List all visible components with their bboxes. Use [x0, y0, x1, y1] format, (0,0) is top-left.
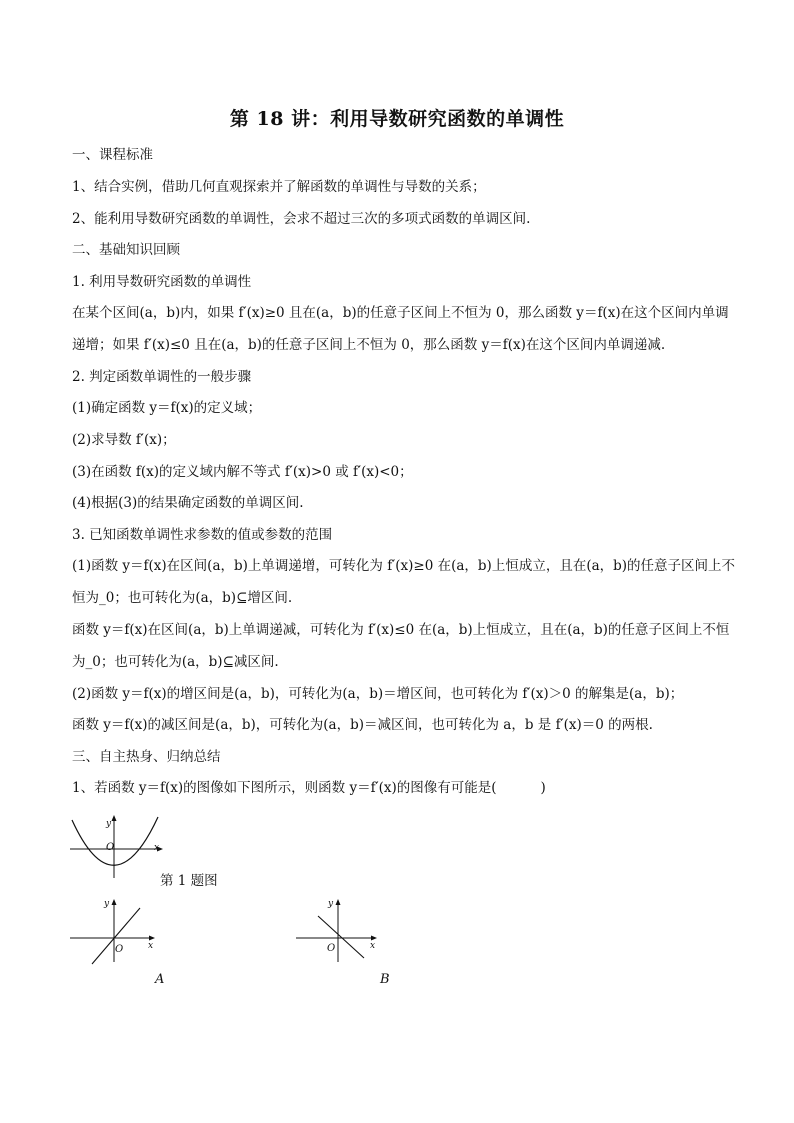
origin-label: O [115, 944, 124, 955]
subheading-parameters: 3. 已知函数单调性求参数的值或参数的范围 [72, 527, 333, 543]
paragraph-params-line-1: (1)函数 y＝f(x)在区间(a，b)上单调递增，可转化为 f′(x)≥0 在(a，b)上恒成立，且在(a，b)的任意子区间上不 [72, 558, 736, 574]
y-axis-label: y [328, 899, 334, 909]
y-axis-label: y [106, 819, 112, 829]
standard-item-1: 1、结合实例，借助几何直观探索并了解函数的单调性与导数的关系； [72, 179, 486, 195]
section-heading-review: 二、基础知识回顾 [72, 242, 180, 258]
option-a-line [92, 908, 140, 964]
question-1-close-paren: ) [540, 780, 546, 796]
option-b-line [318, 916, 364, 958]
origin-label: O [327, 943, 336, 954]
x-axis-arrow [371, 936, 377, 941]
question-1-text: 1、若函数 y＝f(x)的图像如下图所示，则函数 y＝f′(x)的图像有可能是( [72, 780, 497, 796]
step-3: (3)在函数 f(x)的定义域内解不等式 f′(x)>0 或 f′(x)<0； [72, 464, 413, 480]
y-axis-label: y [104, 899, 110, 909]
question-1 [72, 779, 732, 797]
y-axis-arrow [112, 899, 117, 905]
paragraph-params-line-5: (2)函数 y＝f(x)的增区间是(a，b)，可转化为(a，b)＝增区间，也可转化为 f′(x)＞0 的解集是(a，b)； [72, 686, 684, 702]
paragraph-monotonicity-line-2: 递增；如果 f′(x)≤0 且在(a，b)的任意子区间上不恒为 0，那么函数 y＝f(x)在这个区间内单调递减. [72, 337, 666, 353]
y-axis-arrow [336, 899, 341, 905]
paragraph-monotonicity-line-1: 在某个区间(a，b)内，如果 f′(x)≥0 且在(a，b)的任意子区间上不恒为 0，那么函数 y＝f(x)在这个区间内单调 [72, 305, 729, 321]
option-a-label: A [155, 972, 165, 987]
figure-q1-caption: 第 1 题图 [160, 873, 218, 889]
standard-item-2: 2、能利用导数研究函数的单调性，会求不超过三次的多项式函数的单调区间. [72, 211, 531, 227]
subheading-steps: 2. 判定函数单调性的一般步骤 [72, 369, 252, 385]
x-axis-label: x [154, 843, 160, 853]
section-heading-warmup: 三、自主热身、归纳总结 [72, 749, 221, 765]
step-4: (4)根据(3)的结果确定函数的单调区间. [72, 495, 304, 511]
x-axis-label: x [370, 941, 376, 951]
option-a-graph [68, 896, 168, 966]
figure-q1-function-graph [68, 812, 168, 882]
x-axis-label: x [148, 941, 154, 951]
option-b-label: B [380, 972, 390, 987]
paragraph-params-line-2: 恒为_0；也可转化为(a，b)⊆增区间. [72, 590, 293, 606]
parabola-curve [72, 817, 158, 865]
y-axis-arrow [112, 815, 117, 821]
section-heading-standards: 一、课程标准 [72, 147, 153, 163]
option-b-graph [294, 896, 394, 966]
step-2: (2)求导数 f′(x)； [72, 432, 176, 448]
origin-label: O [106, 842, 115, 853]
paragraph-params-line-6: 函数 y＝f(x)的减区间是(a，b)，可转化为(a，b)＝减区间，也可转化为 a，b 是 f′(x)＝0 的两根. [72, 717, 653, 733]
step-1: (1)确定函数 y＝f(x)的定义域； [72, 400, 262, 416]
subheading-monotonicity: 1. 利用导数研究函数的单调性 [72, 274, 252, 290]
x-axis-arrow [149, 936, 155, 941]
paragraph-params-line-3: 函数 y＝f(x)在区间(a，b)上单调递减，可转化为 f′(x)≤0 在(a，b)上恒成立，且在(a，b)的任意子区间上不恒 [72, 622, 730, 638]
paragraph-params-line-4: 为_0；也可转化为(a，b)⊆减区间. [72, 654, 279, 670]
lesson-title: 第 18 讲：利用导数研究函数的单调性 [229, 108, 565, 130]
